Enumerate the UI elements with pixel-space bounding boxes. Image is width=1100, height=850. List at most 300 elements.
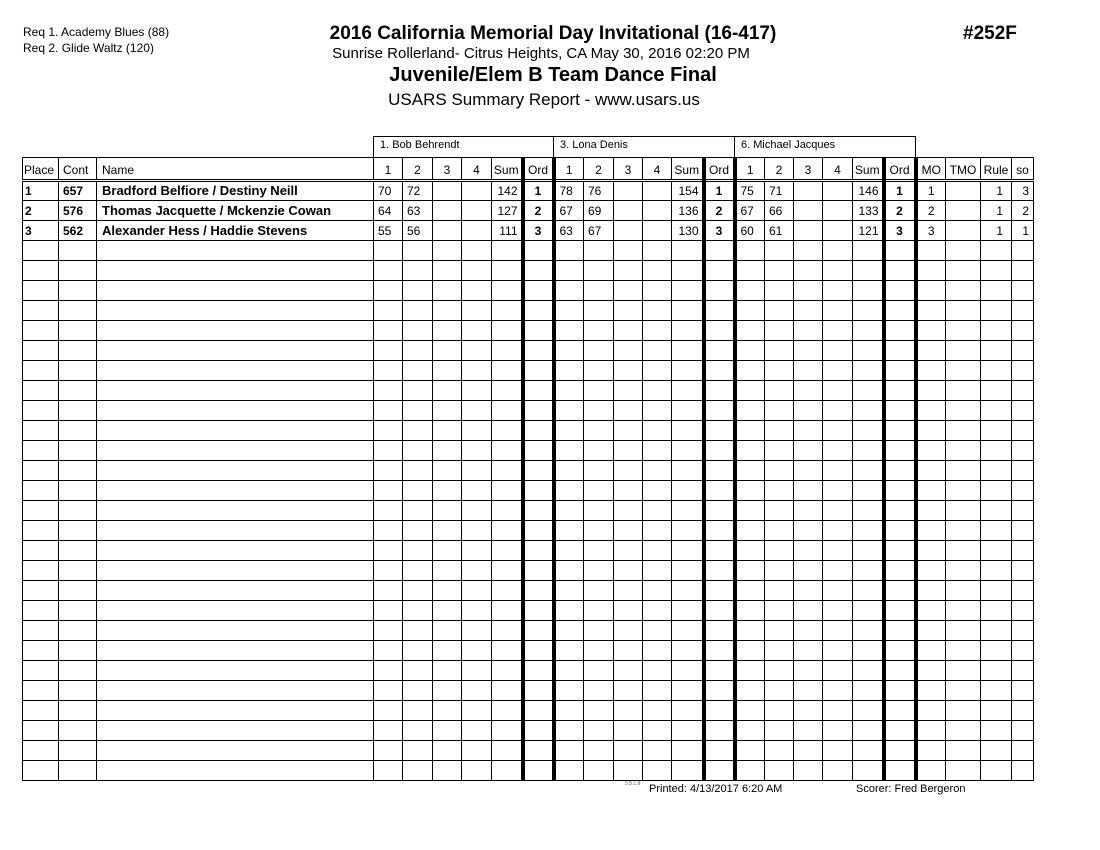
judge1-score1 — [374, 481, 403, 501]
judge1-sum — [492, 361, 523, 381]
judge1-sum: 111 — [492, 221, 523, 241]
tmo-cell — [946, 581, 981, 601]
rule-cell — [981, 741, 1012, 761]
judge3-sum — [853, 341, 884, 361]
judge1-ordinal — [523, 721, 554, 741]
judge3-ordinal: 3 — [884, 221, 916, 241]
empty-table-row — [23, 321, 1034, 341]
place-cell — [23, 321, 59, 341]
judge3-sum: 121 — [853, 221, 884, 241]
judge2-score4 — [643, 321, 672, 341]
judge3-score1 — [735, 301, 765, 321]
judge3-score4 — [823, 361, 853, 381]
judge1-score2 — [403, 521, 433, 541]
name-cell: Alexander Hess / Haddie Stevens — [97, 221, 374, 241]
judge2-score4 — [643, 381, 672, 401]
judge3-score3 — [794, 621, 823, 641]
judge3-score3 — [794, 361, 823, 381]
judge3-ordinal — [884, 321, 916, 341]
judge3-score3 — [794, 761, 823, 781]
tmo-cell — [946, 221, 981, 241]
tmo-cell — [946, 641, 981, 661]
judge2-score1 — [554, 481, 584, 501]
judge1-score3 — [433, 361, 462, 381]
judge3-sum — [853, 421, 884, 441]
judge3-sum: 133 — [853, 201, 884, 221]
tmo-cell — [946, 361, 981, 381]
judge2-score3 — [614, 361, 643, 381]
cont-cell — [59, 421, 97, 441]
judge3-sum — [853, 521, 884, 541]
judge1-score2 — [403, 301, 433, 321]
judge1-ordinal — [523, 701, 554, 721]
judge1-score3 — [433, 421, 462, 441]
judge2-ordinal: 3 — [704, 221, 735, 241]
judge1-score2: 56 — [403, 221, 433, 241]
judge3-ordinal — [884, 281, 916, 301]
judge3-score1 — [735, 281, 765, 301]
judge3-sum — [853, 741, 884, 761]
mo-cell — [916, 681, 946, 701]
judge3-score3 — [794, 201, 823, 221]
rule-cell — [981, 621, 1012, 641]
judge2-score3 — [614, 601, 643, 621]
software-version: 3.8.1.8 — [625, 781, 641, 787]
judge3-score4 — [823, 481, 853, 501]
judge3-score3 — [794, 241, 823, 261]
judge2-score1 — [554, 621, 584, 641]
mo-cell — [916, 661, 946, 681]
judge2-sum — [672, 601, 704, 621]
mo-cell — [916, 241, 946, 261]
judge2-ordinal — [704, 701, 735, 721]
judge1-sum — [492, 561, 523, 581]
judge1-score3 — [433, 501, 462, 521]
judge1-sum — [492, 321, 523, 341]
judge2-score1 — [554, 581, 584, 601]
judge2-score4 — [643, 301, 672, 321]
judge2-sum — [672, 501, 704, 521]
judge3-sum — [853, 761, 884, 781]
judge3-score2 — [765, 541, 794, 561]
rule-cell — [981, 561, 1012, 581]
so-cell — [1012, 341, 1034, 361]
empty-table-row — [23, 501, 1034, 521]
tmo-cell — [946, 181, 981, 201]
judge1-sum — [492, 681, 523, 701]
judge1-score1 — [374, 341, 403, 361]
judge1-score4 — [462, 581, 492, 601]
judge3-score3 — [794, 281, 823, 301]
so-cell: 2 — [1012, 201, 1034, 221]
cont-cell — [59, 481, 97, 501]
judge2-ordinal — [704, 441, 735, 461]
judge3-score2 — [765, 601, 794, 621]
judge1-ordinal — [523, 401, 554, 421]
judge1-ordinal — [523, 501, 554, 521]
tmo-cell — [946, 301, 981, 321]
judge1-score1 — [374, 441, 403, 461]
so-cell: 1 — [1012, 221, 1034, 241]
cont-cell — [59, 261, 97, 281]
judge3-score3 — [794, 261, 823, 281]
judge2-score3 — [614, 541, 643, 561]
mo-cell — [916, 281, 946, 301]
so-cell — [1012, 481, 1034, 501]
judge1-score4 — [462, 181, 492, 201]
judge1-score4 — [462, 381, 492, 401]
judge2-score4 — [643, 401, 672, 421]
place-cell — [23, 461, 59, 481]
judge3-sum — [853, 621, 884, 641]
place-cell — [23, 521, 59, 541]
empty-table-row — [23, 361, 1034, 381]
judge2-sum: 130 — [672, 221, 704, 241]
rule-cell — [981, 321, 1012, 341]
so-cell — [1012, 741, 1034, 761]
judge1-score1 — [374, 281, 403, 301]
judge2-sum — [672, 541, 704, 561]
judge2-score4 — [643, 521, 672, 541]
judge2-ordinal: 2 — [704, 201, 735, 221]
judge3-score2 — [765, 341, 794, 361]
name-cell — [97, 261, 374, 281]
judge3-score2 — [765, 241, 794, 261]
judge3-score3 — [794, 321, 823, 341]
judge1-score2 — [403, 661, 433, 681]
name-cell — [97, 361, 374, 381]
rule-cell: 1 — [981, 221, 1012, 241]
judge2-sum — [672, 281, 704, 301]
judge2-score4 — [643, 221, 672, 241]
so-cell — [1012, 641, 1034, 661]
judge3-score3 — [794, 341, 823, 361]
judge3-ordinal — [884, 441, 916, 461]
tmo-cell — [946, 761, 981, 781]
col-cont: Cont — [59, 158, 97, 181]
judge1-ordinal — [523, 361, 554, 381]
judge2-score1: 78 — [554, 181, 584, 201]
division-title: Juvenile/Elem B Team Dance Final — [389, 64, 717, 86]
judge3-score4 — [823, 741, 853, 761]
judge1-score3 — [433, 381, 462, 401]
tmo-cell — [946, 721, 981, 741]
judge2-sum — [672, 401, 704, 421]
judge1-sum — [492, 481, 523, 501]
judge3-ordinal — [884, 761, 916, 781]
judge3-score2: 71 — [765, 181, 794, 201]
report-title: USARS Summary Report - www.usars.us — [388, 90, 700, 109]
j2-col-ord: Ord — [704, 158, 735, 181]
empty-table-row — [23, 741, 1034, 761]
cont-cell — [59, 401, 97, 421]
judge3-ordinal — [884, 621, 916, 641]
so-cell — [1012, 701, 1034, 721]
j2-col-4: 4 — [643, 158, 672, 181]
so-cell — [1012, 541, 1034, 561]
judge2-score1 — [554, 541, 584, 561]
judge2-score3 — [614, 341, 643, 361]
mo-cell — [916, 301, 946, 321]
judge2-score1 — [554, 521, 584, 541]
judge3-score4 — [823, 401, 853, 421]
name-cell — [97, 501, 374, 521]
judge1-score1 — [374, 641, 403, 661]
judge3-score2 — [765, 321, 794, 341]
judge1-score4 — [462, 361, 492, 381]
empty-table-row — [23, 661, 1034, 681]
judge3-ordinal — [884, 341, 916, 361]
tmo-cell — [946, 621, 981, 641]
judge2-score4 — [643, 261, 672, 281]
judge1-ordinal — [523, 581, 554, 601]
judge3-ordinal — [884, 521, 916, 541]
mo-cell — [916, 341, 946, 361]
j3-col-4: 4 — [823, 158, 853, 181]
j3-col-ord: Ord — [884, 158, 916, 181]
results-table — [22, 157, 1034, 781]
rule-cell — [981, 761, 1012, 781]
tmo-cell — [946, 661, 981, 681]
mo-cell: 3 — [916, 221, 946, 241]
judge3-score3 — [794, 681, 823, 701]
judge3-ordinal — [884, 581, 916, 601]
j2-col-3: 3 — [614, 158, 643, 181]
judge2-score1 — [554, 381, 584, 401]
judge3-sum — [853, 541, 884, 561]
empty-table-row — [23, 601, 1034, 621]
empty-table-row — [23, 381, 1034, 401]
tmo-cell — [946, 441, 981, 461]
judge2-ordinal — [704, 581, 735, 601]
judge2-score3 — [614, 661, 643, 681]
judge1-ordinal — [523, 761, 554, 781]
place-cell — [23, 761, 59, 781]
judge3-score1: 67 — [735, 201, 765, 221]
judge3-score2 — [765, 741, 794, 761]
judge2-score1 — [554, 441, 584, 461]
name-cell — [97, 601, 374, 621]
judge3-score2 — [765, 501, 794, 521]
judge1-score3 — [433, 541, 462, 561]
judge1-score4 — [462, 281, 492, 301]
name-cell — [97, 641, 374, 661]
name-cell — [97, 481, 374, 501]
judge2-score3 — [614, 641, 643, 661]
judge3-score1: 75 — [735, 181, 765, 201]
judge2-score1 — [554, 761, 584, 781]
judge2-sum — [672, 341, 704, 361]
judge2-score4 — [643, 681, 672, 701]
judge2-sum — [672, 661, 704, 681]
judge1-score2 — [403, 481, 433, 501]
judge1-score3 — [433, 661, 462, 681]
judge1-ordinal — [523, 561, 554, 581]
so-cell — [1012, 261, 1034, 281]
cont-cell — [59, 581, 97, 601]
judge3-ordinal — [884, 741, 916, 761]
judge2-score1 — [554, 641, 584, 661]
judge1-score3 — [433, 701, 462, 721]
judge1-score2 — [403, 681, 433, 701]
judge1-ordinal — [523, 321, 554, 341]
judge2-sum — [672, 381, 704, 401]
judge3-ordinal — [884, 661, 916, 681]
judge3-sum — [853, 641, 884, 661]
cont-cell — [59, 441, 97, 461]
tmo-cell — [946, 461, 981, 481]
judge1-score1: 70 — [374, 181, 403, 201]
col-place: Place — [23, 158, 59, 181]
judge1-score3 — [433, 561, 462, 581]
judge1-sum — [492, 621, 523, 641]
name-cell — [97, 721, 374, 741]
judge1-score3 — [433, 181, 462, 201]
judge1-ordinal — [523, 241, 554, 261]
venue-date-line: Sunrise Rollerland- Citrus Heights, CA May 30, 2016 02:20 PM — [332, 45, 750, 62]
name-cell — [97, 661, 374, 681]
so-cell — [1012, 381, 1034, 401]
empty-table-row — [23, 261, 1034, 281]
judge3-score2 — [765, 441, 794, 461]
col-so: so — [1012, 158, 1034, 181]
place-cell — [23, 381, 59, 401]
j1-col-1: 1 — [374, 158, 403, 181]
judge3-ordinal — [884, 261, 916, 281]
judge1-ordinal — [523, 261, 554, 281]
rule-cell — [981, 441, 1012, 461]
judge3-score3 — [794, 701, 823, 721]
judge1-ordinal — [523, 521, 554, 541]
empty-table-row — [23, 641, 1034, 661]
judge2-ordinal — [704, 621, 735, 641]
judge3-score4 — [823, 421, 853, 441]
judge2-score3 — [614, 581, 643, 601]
name-cell — [97, 421, 374, 441]
mo-cell — [916, 701, 946, 721]
judge3-score4 — [823, 201, 853, 221]
judge1-score2 — [403, 701, 433, 721]
tmo-cell — [946, 701, 981, 721]
judge2-sum — [672, 681, 704, 701]
judge3-ordinal — [884, 681, 916, 701]
judge-header-3: 6. Michael Jacques — [734, 136, 916, 158]
judge2-sum — [672, 461, 704, 481]
judge2-score2 — [584, 321, 614, 341]
judge3-sum — [853, 441, 884, 461]
judge2-score1: 63 — [554, 221, 584, 241]
so-cell — [1012, 441, 1034, 461]
place-cell — [23, 401, 59, 421]
judge3-score1 — [735, 361, 765, 381]
j1-col-3: 3 — [433, 158, 462, 181]
judge1-score1 — [374, 621, 403, 641]
judge2-sum — [672, 481, 704, 501]
judge3-score4 — [823, 701, 853, 721]
judge3-ordinal — [884, 641, 916, 661]
judge2-ordinal — [704, 521, 735, 541]
tmo-cell — [946, 421, 981, 441]
judge2-ordinal — [704, 401, 735, 421]
empty-table-row — [23, 621, 1034, 641]
tmo-cell — [946, 741, 981, 761]
judge2-score2 — [584, 701, 614, 721]
judge1-score4 — [462, 401, 492, 421]
judge3-score3 — [794, 441, 823, 461]
rule-cell — [981, 521, 1012, 541]
judge2-score1 — [554, 301, 584, 321]
name-cell — [97, 281, 374, 301]
name-cell — [97, 241, 374, 261]
so-cell — [1012, 661, 1034, 681]
judge1-score2 — [403, 401, 433, 421]
judge3-score1 — [735, 521, 765, 541]
judge1-score3 — [433, 341, 462, 361]
judge1-score4 — [462, 641, 492, 661]
judge1-score3 — [433, 641, 462, 661]
cont-cell — [59, 301, 97, 321]
place-cell — [23, 501, 59, 521]
j2-col-2: 2 — [584, 158, 614, 181]
judge3-ordinal — [884, 721, 916, 741]
judge3-score4 — [823, 461, 853, 481]
empty-table-row — [23, 421, 1034, 441]
judge3-score4 — [823, 321, 853, 341]
judge2-sum: 154 — [672, 181, 704, 201]
mo-cell — [916, 521, 946, 541]
judge2-sum — [672, 441, 704, 461]
judge1-sum — [492, 601, 523, 621]
judge3-sum — [853, 281, 884, 301]
judge3-ordinal — [884, 241, 916, 261]
judge3-sum — [853, 601, 884, 621]
mo-cell — [916, 481, 946, 501]
empty-table-row — [23, 681, 1034, 701]
judge1-sum — [492, 641, 523, 661]
place-cell — [23, 701, 59, 721]
judge2-score3 — [614, 761, 643, 781]
judge2-score1 — [554, 701, 584, 721]
judge2-score2 — [584, 261, 614, 281]
judge2-ordinal — [704, 661, 735, 681]
judge3-score4 — [823, 681, 853, 701]
judge3-score4 — [823, 381, 853, 401]
place-cell — [23, 661, 59, 681]
judge2-score4 — [643, 241, 672, 261]
judge3-score4 — [823, 281, 853, 301]
tmo-cell — [946, 281, 981, 301]
judge2-score3 — [614, 481, 643, 501]
judge1-score2 — [403, 761, 433, 781]
judge-header-2: 3. Lona Denis — [553, 136, 735, 158]
judge1-score1 — [374, 301, 403, 321]
judge1-score4 — [462, 681, 492, 701]
judge3-sum — [853, 581, 884, 601]
judge2-score4 — [643, 621, 672, 641]
judge2-score1 — [554, 261, 584, 281]
cont-cell — [59, 361, 97, 381]
so-cell — [1012, 621, 1034, 641]
mo-cell — [916, 321, 946, 341]
judge1-ordinal — [523, 421, 554, 441]
judge2-sum — [672, 581, 704, 601]
judge1-score1 — [374, 261, 403, 281]
mo-cell: 2 — [916, 201, 946, 221]
judge3-sum — [853, 241, 884, 261]
judge3-score3 — [794, 541, 823, 561]
judge3-sum — [853, 321, 884, 341]
judge1-sum — [492, 381, 523, 401]
